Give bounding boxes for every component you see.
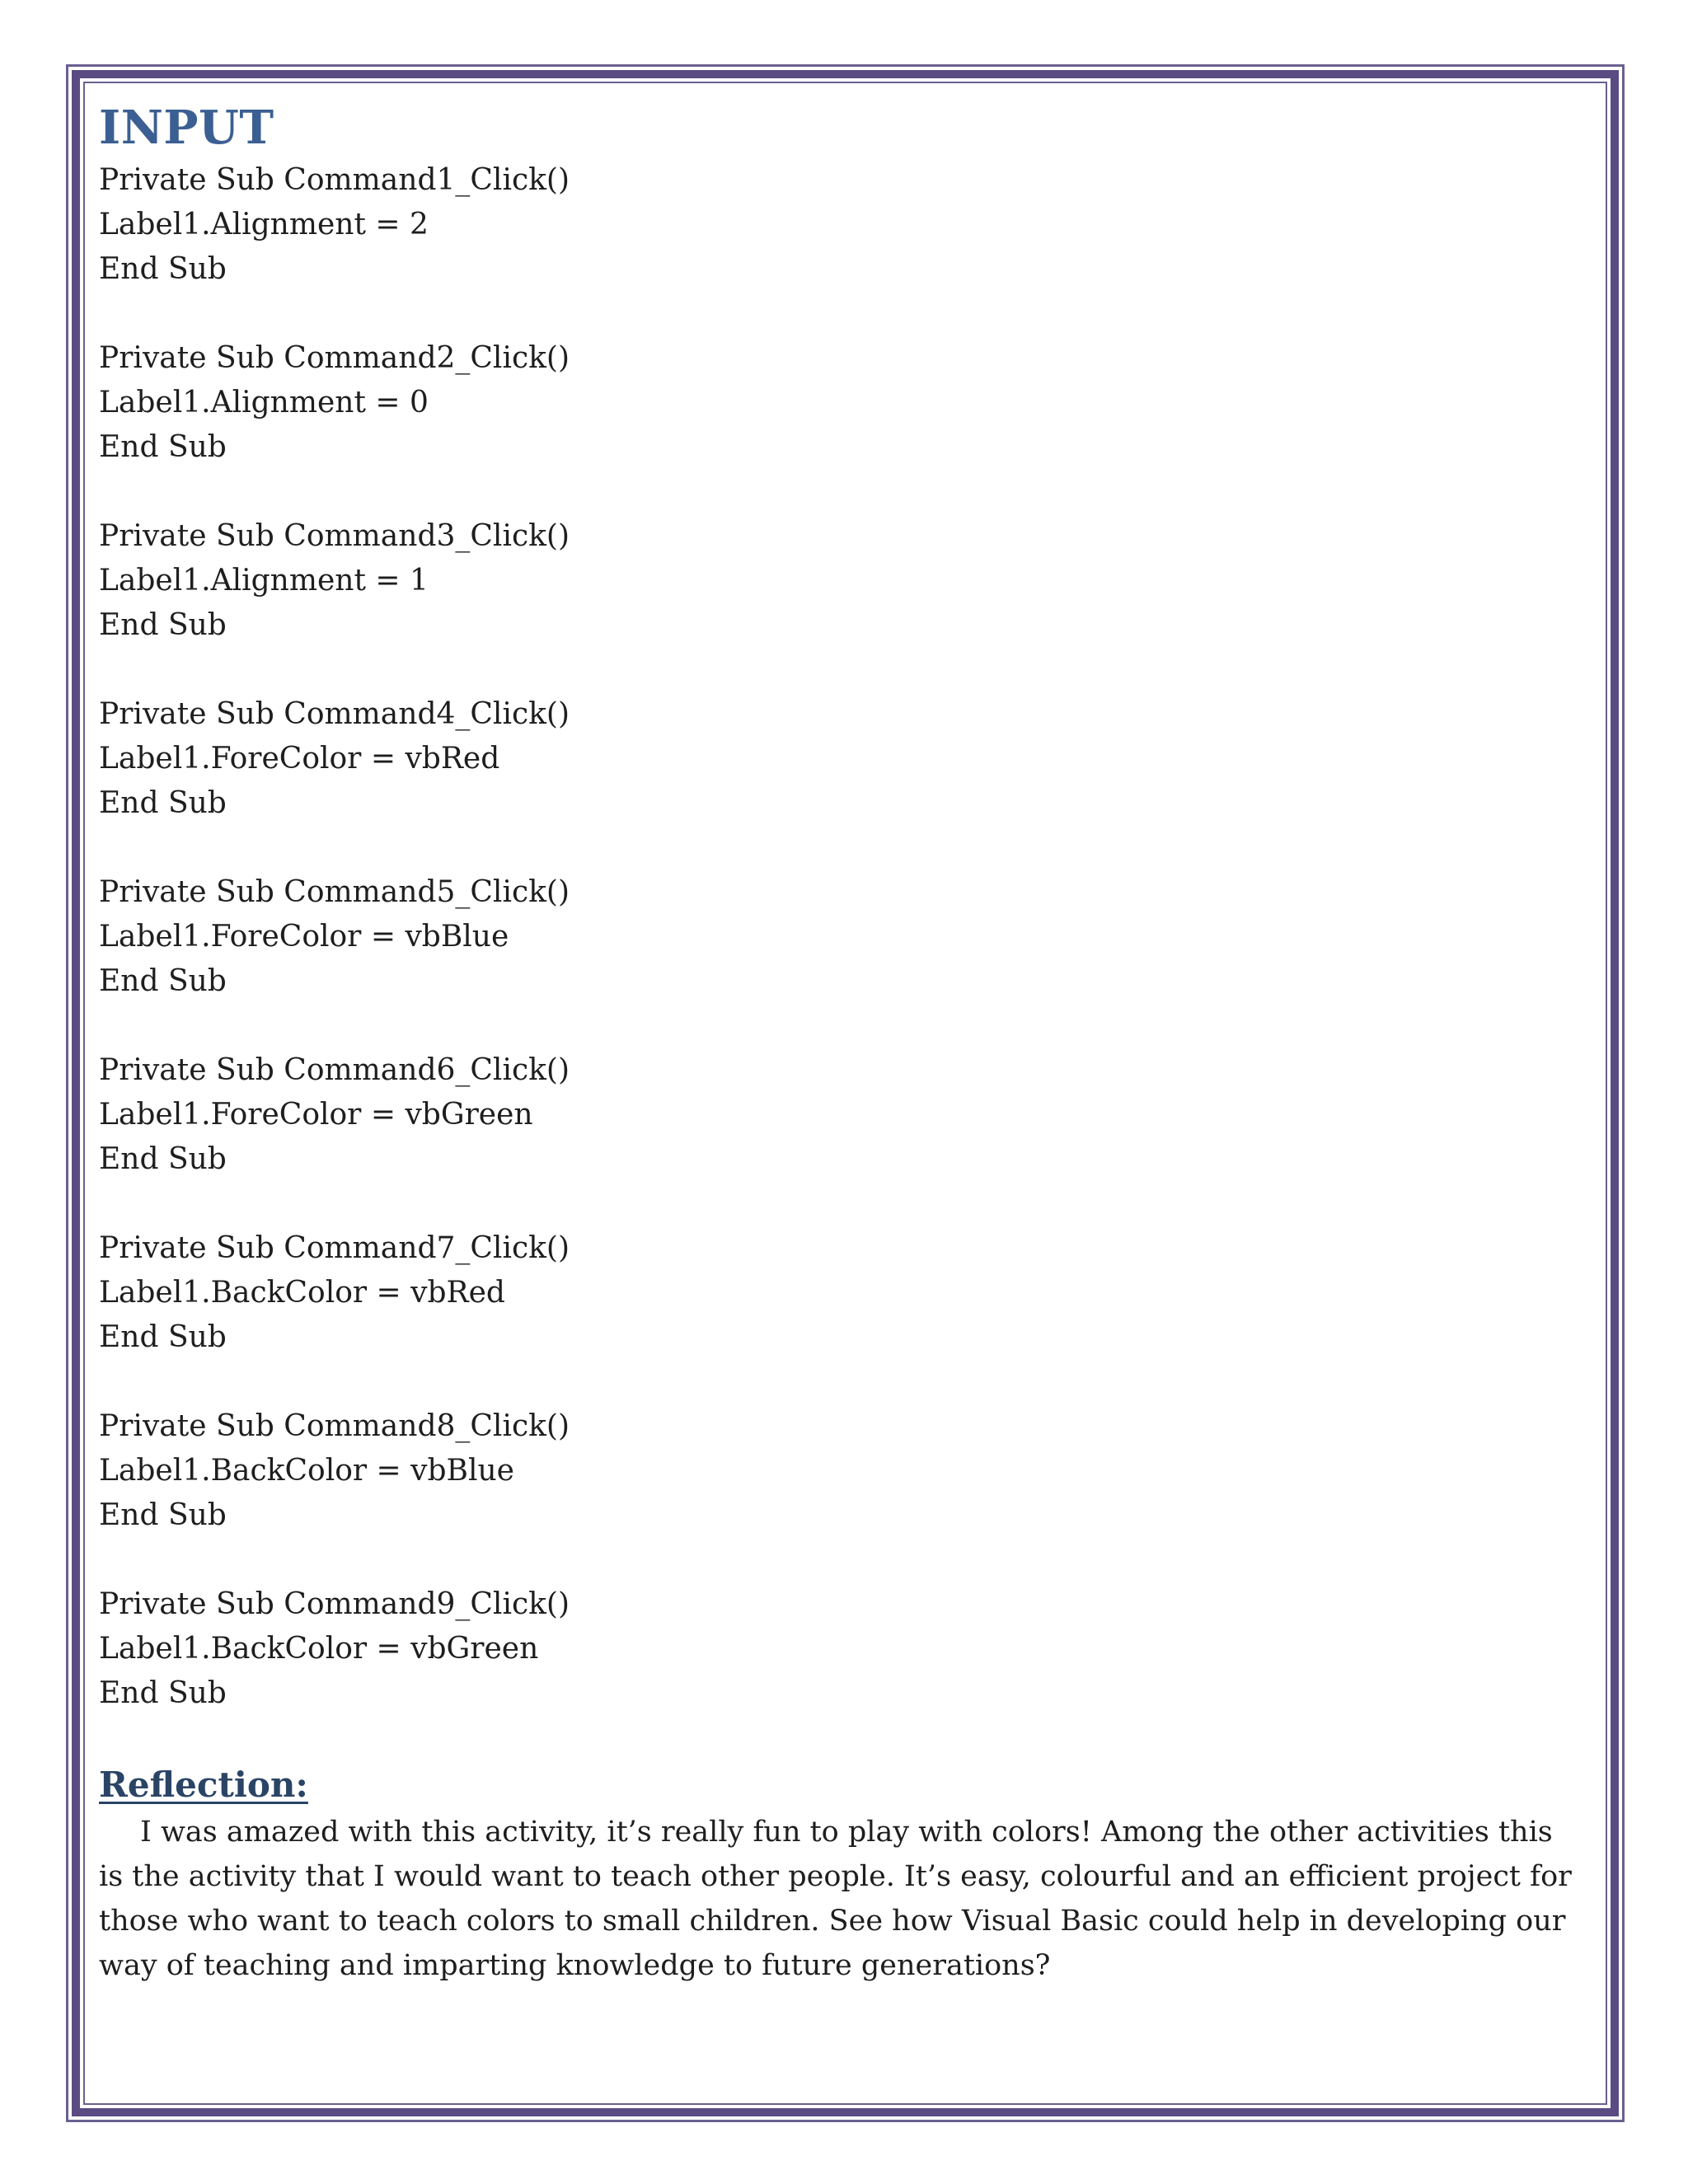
code-line: Private Sub Command2_Click(): [99, 341, 570, 375]
code-line: Private Sub Command5_Click(): [99, 875, 570, 909]
code-line: Private Sub Command8_Click(): [99, 1409, 570, 1443]
code-line: Label1.BackColor = vbRed: [99, 1276, 505, 1310]
code-line: Label1.BackColor = vbGreen: [99, 1632, 539, 1666]
code-line: Private Sub Command3_Click(): [99, 519, 570, 553]
code-block-spacer: [99, 1182, 1582, 1226]
code-block-spacer: [99, 292, 1582, 336]
code-line: End Sub: [99, 1320, 227, 1354]
code-line: Label1.ForeColor = vbRed: [99, 742, 500, 776]
code-listing: [99, 158, 1582, 1757]
code-block: [99, 336, 1582, 470]
code-line: End Sub: [99, 252, 227, 286]
code-line: End Sub: [99, 1498, 227, 1532]
code-line: Private Sub Command6_Click(): [99, 1053, 570, 1087]
code-line: Private Sub Command7_Click(): [99, 1231, 570, 1265]
section-spacer: [99, 1716, 1582, 1757]
code-line: Label1.Alignment = 1: [99, 564, 429, 598]
code-block: [99, 1404, 1582, 1538]
code-line: Private Sub Command4_Click(): [99, 697, 570, 731]
input-heading: INPUT: [99, 101, 274, 155]
code-line: End Sub: [99, 1676, 227, 1710]
code-block-spacer: [99, 470, 1582, 514]
code-line: End Sub: [99, 430, 227, 464]
code-block: [99, 692, 1582, 826]
code-block: [99, 514, 1582, 648]
code-block: [99, 158, 1582, 292]
code-line: Private Sub Command9_Click(): [99, 1587, 570, 1621]
code-line: Label1.ForeColor = vbBlue: [99, 920, 509, 954]
code-block-spacer: [99, 826, 1582, 870]
code-line: Label1.Alignment = 2: [99, 208, 429, 241]
code-line: Label1.BackColor = vbBlue: [99, 1454, 514, 1488]
code-block-spacer: [99, 1538, 1582, 1582]
code-block: [99, 1582, 1582, 1716]
code-block: [99, 1226, 1582, 1360]
code-block-spacer: [99, 648, 1582, 692]
code-line: End Sub: [99, 608, 227, 642]
code-line: Label1.ForeColor = vbGreen: [99, 1098, 533, 1132]
reflection-heading: Reflection:: [99, 1765, 308, 1805]
code-block: [99, 870, 1582, 1004]
code-block: [99, 1048, 1582, 1182]
code-line: End Sub: [99, 786, 227, 820]
code-block-spacer: [99, 1360, 1582, 1404]
reflection-paragraph: I was amazed with this activity, it’s really fun to play with colors! Among the other activities this is the activity that I would want to teach other people. It’s easy, colourful and an efficient project for those who want to teach colors to small children. See how Visual Basic could help in developing our way of teaching and imparting knowledge to future generations?: [99, 1816, 1572, 1982]
page-content: [99, 97, 1582, 1988]
code-line: Private Sub Command1_Click(): [99, 163, 570, 197]
code-line: Label1.Alignment = 0: [99, 386, 429, 419]
code-block-spacer: [99, 1004, 1582, 1048]
code-line: End Sub: [99, 1142, 227, 1176]
code-line: End Sub: [99, 964, 227, 998]
